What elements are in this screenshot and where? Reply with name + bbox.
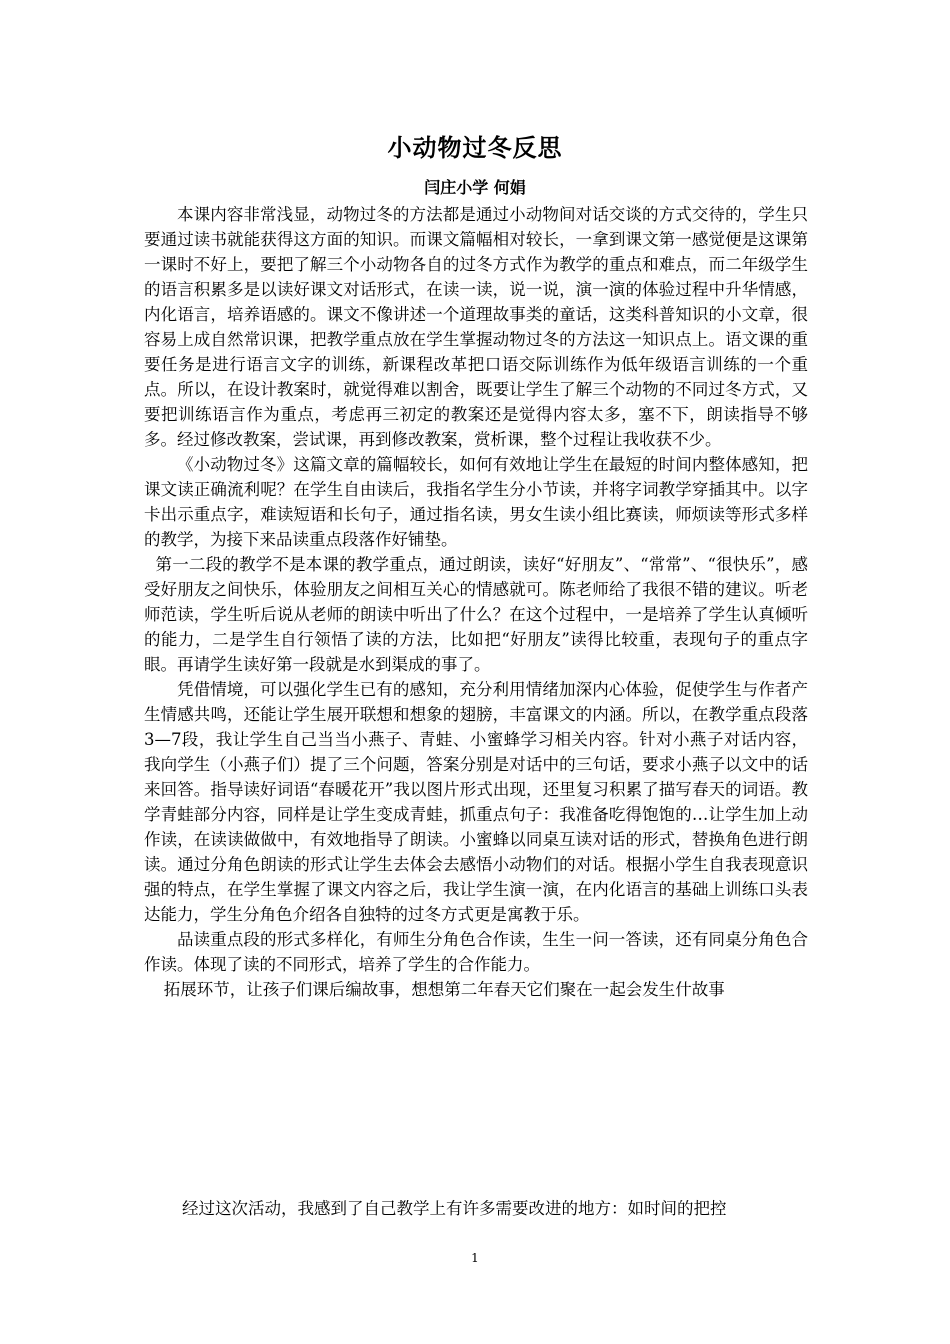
- paragraph-tail: 经过这次活动，我感到了自己教学上有许多需要改进的地方：如时间的把控: [181, 1199, 727, 1218]
- paragraph-2: 《小动物过冬》这篇文章的篇幅较长，如何有效地让学生在最短的时间内整体感知，把课文读正确流利呢？在学生自由读后，我指名学生分小节读，并将字词教学穿插其中。以字卡出示重点字，难读短语和长句子，通过指名读，男女生读小组比赛读，师烦读等形式多样的教学，为接下来品读重点段落作好铺垫。: [144, 455, 808, 549]
- page-number: 1: [471, 1251, 479, 1265]
- paragraph-3: 第一二段的教学不是本课的教学重点，通过朗读，读好“好朋友”、“常常”、“很快乐”，感受好朋友之间快乐，体验朋友之间相互关心的情感就可。陈老师给了我很不错的建议。听老师范读，学生听后说从老师的朗读中听出了什么？在这个过程中，一是培养了学生认真倾听的能力，二是学生自行领悟了读的方法，比如把“好朋友”读得比较重，表现句子的重点字眼。再请学生读好第一段就是水到渠成的事了。: [144, 555, 808, 674]
- paragraph-5: 品读重点段的形式多样化，有师生分角色合作读，生生一问一答读，还有同桌分角色合作读。体现了读的不同形式，培养了学生的合作能力。: [144, 930, 808, 974]
- document-body: [144, 202, 808, 1002]
- paragraph-1: 本课内容非常浅显，动物过冬的方法都是通过小动物间对话交谈的方式交待的，学生只要通过读书就能获得这方面的知识。而课文篇幅相对较长，一拿到课文第一感觉便是这课第一课时不好上，要把了解三个小动物各自的过冬方式作为教学的重点和难点，而二年级学生的语言积累多是以读好课文对话形式，在读一读，说一说，演一演的体验过程中升华情感，内化语言，培养语感的。课文不像讲述一个道理故事类的童话，这类科普知识的小文章，很容易上成自然常识课，把教学重点放在学生掌握动物过冬的方法这一知识点上。语文课的重要任务是进行语言文字的训练，新课程改革把口语交际训练作为低年级语言训练的一个重点。所以，在设计教案时，就觉得难以割舍，既要让学生了解三个动物的不同过冬方式，又要把训练语言作为重点，考虑再三初定的教案还是觉得内容太多，塞不下，朗读指导不够多。经过修改教案，尝试课，再到修改教案，赏析课，整个过程让我收获不少。: [144, 205, 808, 449]
- author-line: 闫庄小学 何娟: [424, 178, 526, 197]
- paragraph-6: 拓展环节，让孩子们课后编故事，想想第二年春天它们聚在一起会发生什故事: [163, 980, 725, 999]
- document-title: 小动物过冬反思: [387, 134, 563, 162]
- paragraph-4: 凭借情境，可以强化学生已有的感知，充分利用情绪加深内心体验，促使学生与作者产生情感共鸣，还能让学生展开联想和想象的翅膀，丰富课文的内涵。所以，在教学重点段落3—7段，我让学生自己当当小燕子、青蛙、小蜜蜂学习相关内容。针对小燕子对话内容，我向学生（小燕子们）提了三个问题，答案分别是对话中的三句话，要求小燕子以文中的话来回答。指导读好词语“春暖花开”我以图片形式出现，还里复习积累了描写春天的词语。教学青蛙部分内容，同样是让学生变成青蛙，抓重点句子：我准备吃得饱饱的…让学生加上动作读，在读读做做中，有效地指导了朗读。小蜜蜂以同桌互读对话的形式，替换角色进行朗读。通过分角色朗读的形式让学生去体会去感悟小动物们的对话。根据小学生自我表现意识强的特点，在学生掌握了课文内容之后，我让学生演一演，在内化语言的基础上训练口头表达能力，学生分角色介绍各自独特的过冬方式更是寓教于乐。: [144, 680, 808, 924]
